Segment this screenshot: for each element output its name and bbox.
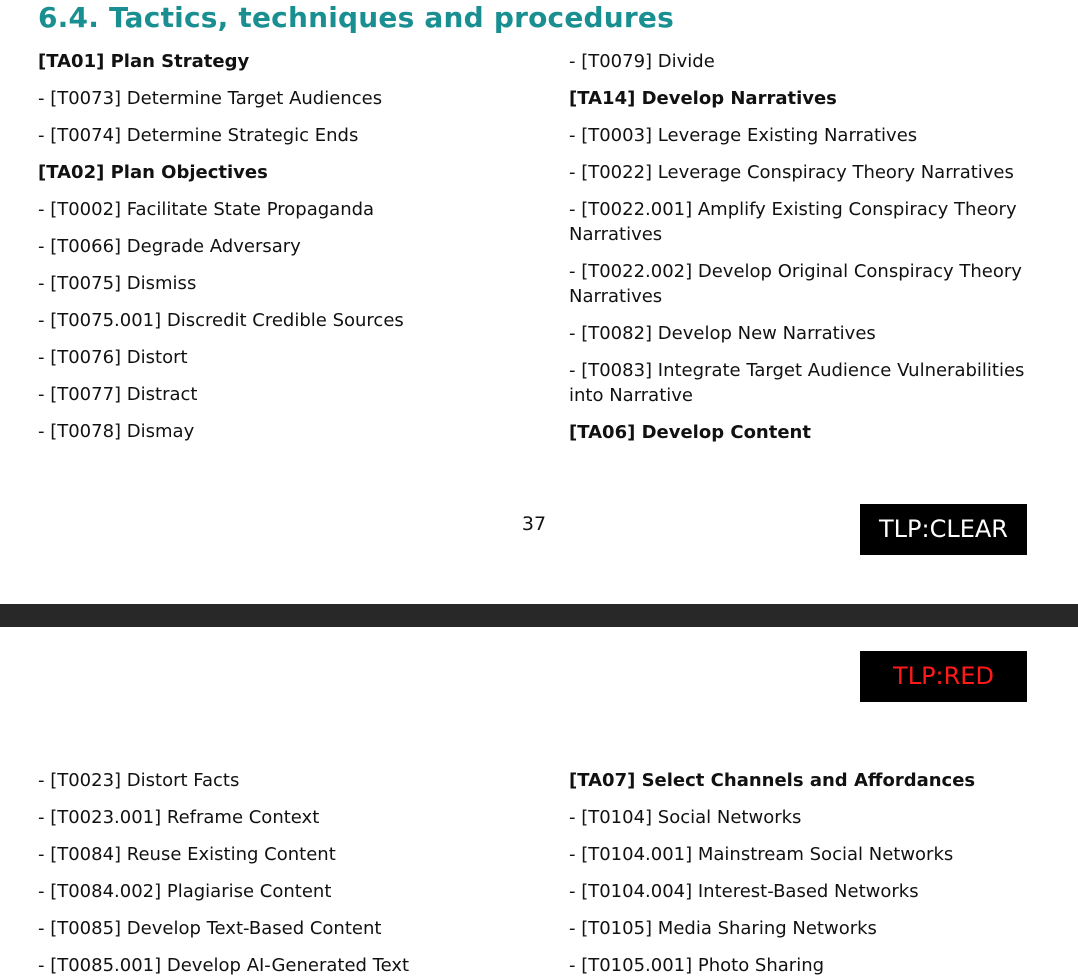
left-column-bottom (38, 768, 518, 978)
technique-item: - [T0022] Leverage Conspiracy Theory Narratives (569, 162, 1014, 183)
technique-item: - [T0066] Degrade Adversary (38, 236, 301, 257)
technique-item: - [T0022.001] Amplify Existing Conspiracy Theory Narratives (569, 199, 1017, 245)
page-separator (0, 604, 1078, 627)
right-column-bottom (569, 768, 1049, 978)
technique-item: - [T0076] Distort (38, 347, 188, 368)
technique-item: - [T0003] Leverage Existing Narratives (569, 125, 918, 146)
technique-item: - [T0074] Determine Strategic Ends (38, 125, 359, 146)
tactic-heading: [TA02] Plan Objectives (38, 162, 268, 183)
technique-item: - [T0023] Distort Facts (38, 770, 240, 791)
technique-item: - [T0084] Reuse Existing Content (38, 844, 336, 865)
technique-item: - [T0075.001] Discredit Credible Sources (38, 310, 404, 331)
technique-item: - [T0079] Divide (569, 51, 715, 72)
technique-item: - [T0023.001] Reframe Context (38, 807, 320, 828)
technique-item: - [T0078] Dismay (38, 421, 195, 442)
technique-item: - [T0104.004] Interest-Based Networks (569, 881, 919, 902)
page-number: 37 (521, 513, 547, 535)
technique-item: - [T0085] Develop Text-Based Content (38, 918, 382, 939)
tactic-heading: [TA01] Plan Strategy (38, 51, 250, 72)
technique-item: - [T0002] Facilitate State Propaganda (38, 199, 375, 220)
technique-item: - [T0083] Integrate Target Audience Vulnerabilities into Narrative (569, 360, 1025, 406)
left-column-top (38, 49, 518, 456)
tlp-red-badge: TLP:RED (860, 651, 1027, 702)
technique-item: - [T0104] Social Networks (569, 807, 802, 828)
tactic-heading: [TA07] Select Channels and Affordances (569, 770, 976, 791)
technique-item: - [T0075] Dismiss (38, 273, 197, 294)
technique-item: - [T0084.002] Plagiarise Content (38, 881, 332, 902)
technique-item: - [T0073] Determine Target Audiences (38, 88, 383, 109)
tactic-heading: [TA14] Develop Narratives (569, 88, 837, 109)
technique-item: - [T0085.001] Develop AI-Generated Text (38, 955, 410, 976)
technique-item: - [T0104.001] Mainstream Social Networks (569, 844, 954, 865)
technique-item: - [T0077] Distract (38, 384, 198, 405)
technique-item: - [T0022.002] Develop Original Conspiracy Theory Narratives (569, 261, 1022, 307)
technique-item: - [T0082] Develop New Narratives (569, 323, 876, 344)
tlp-clear-badge: TLP:CLEAR (860, 504, 1027, 555)
tactic-heading: [TA06] Develop Content (569, 422, 811, 443)
technique-item: - [T0105] Media Sharing Networks (569, 918, 877, 939)
technique-item: - [T0105.001] Photo Sharing (569, 955, 825, 976)
section-title: 6.4. Tactics, techniques and procedures (38, 1, 674, 34)
right-column-top (569, 49, 1049, 457)
page-38 (0, 627, 1078, 978)
